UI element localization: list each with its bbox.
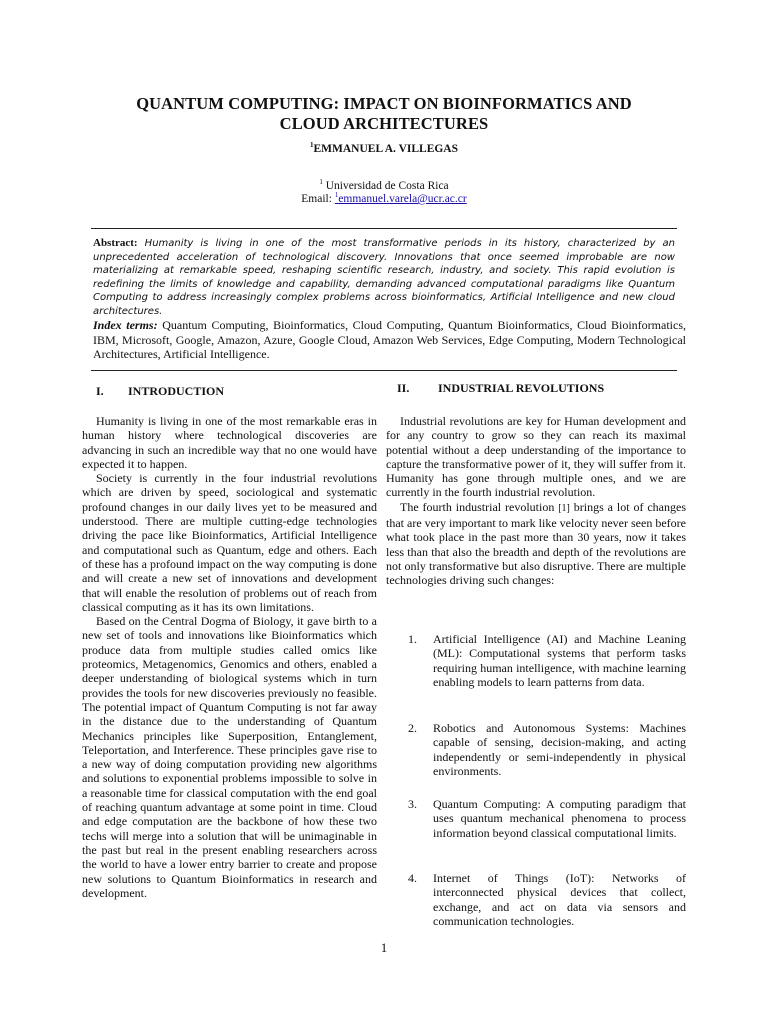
list-item-text: Robotics and Autonomous Systems: Machines capable of sensing, decision-making, and acting independently or semi-independently in physical environments.: [433, 721, 686, 778]
title-line-1: QUANTUM COMPUTING: IMPACT ON BIOINFORMATICS AND: [136, 94, 632, 113]
email-line: [80, 193, 688, 205]
email-superscript: 1: [334, 191, 339, 200]
index-terms: [93, 318, 686, 362]
section-1-heading: [96, 384, 224, 399]
author-name: EMMANUEL A. VILLEGAS: [313, 143, 459, 155]
author-superscript: 1: [309, 141, 314, 150]
section-1-number: I.: [96, 384, 104, 398]
section-1-body: [82, 414, 377, 900]
affiliation-superscript: 1: [319, 178, 323, 187]
list-item-number: 2.: [408, 721, 417, 735]
section-1-paragraph: Humanity is living in one of the most remarkable eras in human history where technological discoveries are advancing in such an incredible way that no one would have expected it to happen.: [82, 414, 377, 471]
affiliation-name: Universidad de Costa Rica: [322, 180, 449, 192]
email-address: emmanuel.varela@ucr.ac.cr: [338, 193, 467, 205]
section-2-paragraph-2: [386, 500, 686, 588]
paragraph-2-start: The fourth industrial revolution: [400, 499, 559, 514]
bottom-divider: [91, 370, 677, 371]
section-2-title: INDUSTRIAL REVOLUTIONS: [438, 381, 605, 395]
page-number: 1: [380, 940, 388, 955]
abstract: [93, 237, 675, 318]
citation-link[interactable]: [1]: [558, 502, 570, 514]
affiliation-line: [80, 180, 688, 192]
list-item-text: Artificial Intelligence (AI) and Machine Leaning (ML): Computational systems that perform tasks requiring human intelligence, with machine learning enabling models to learn patterns from data.: [433, 632, 686, 689]
section-1-title: INTRODUCTION: [128, 384, 225, 398]
paper-title: [80, 94, 688, 134]
title-line-2: CLOUD ARCHITECTURES: [279, 114, 489, 133]
email-link[interactable]: [335, 193, 467, 205]
section-2-heading: [397, 381, 604, 396]
abstract-text: Humanity is living in one of the most transformative periods in its history, characterized by an unprecedented acceleration of technological discovery. Innovations that once seemed improbable are now materializing at remarkable speed, reshaping scientific research, industry, and society. This rapid evolution is redefining the limits of knowledge and capability, demanding advanced computational paradigms like Quantum Computing to address increasingly complex problems across bioinformatics, Artificial Intelligence and new cloud architectures.: [93, 238, 675, 317]
list-item-text: Quantum Computing: A computing paradigm that uses quantum mechanical phenomena to process information beyond classical computational limits.: [433, 797, 686, 840]
section-2-number: II.: [397, 381, 410, 395]
list-item-number: 1.: [408, 632, 417, 646]
abstract-label: Abstract:: [93, 237, 138, 249]
paragraph-2-end: brings a lot of changes that are very important to mark like velocity never seen before what took place in the past more than 30 years, now it takes less than that also the breadth and depth of the revolutions are not only transformative but also disruptive. There are multiple technologies driving such changes:: [386, 499, 686, 588]
section-1-paragraph: Based on the Central Dogma of Biology, it gave birth to a new set of tools and innovations like Bioinformatics which produce data from multiple studies called omics like proteomics, Metagenomics, Genomics and others, enabled a deeper understanding of biological systems which in turn provides the tools for new discoveries previously no feasible. The potential impact of Quantum Computing is not far away in the distance due to the understanding of Quantum Mechanics principles like Superposition, Entanglement, Teleportation, and Interference. These principles gave rise to a new way of doing computation providing new algorithms and solutions to exponential problems impossible to solve in a reasonable time for classical computation with the end goal of reaching quantum advantage at some point in time. Cloud and edge computation are the backbone of how these two techs will merge into a solution that will be unimaginable in the past but real in the present enabling researchers across the world to have a lower entry barrier to create and propose new solutions to Quantum Bioinformatics in research and development.: [82, 614, 377, 900]
list-item-text: Internet of Things (IoT): Networks of interconnected physical devices that collect, exchange, and act on data via sensors and communication technologies.: [433, 871, 686, 928]
section-2-body: [386, 414, 686, 588]
section-2-paragraph-1: Industrial revolutions are key for Human development and for any country to grow so they can reach its maximal potential without a deep understanding of the importance to capture the transformative power of it, they will suffer from it. Humanity has gone through multiple ones, and we are currently in the fourth industrial revolution.: [386, 414, 686, 500]
list-item-number: 4.: [408, 871, 417, 885]
list-item-number: 3.: [408, 797, 417, 811]
index-terms-label: Index terms:: [93, 318, 158, 332]
author-line: [80, 143, 688, 155]
section-1-paragraph: Society is currently in the four industrial revolutions which are driven by speed, sociological and systematic profound changes in our daily lives yet to be measured and understood. There are multiple cutting-edge technologies driving the pace like Bioinformatics, Artificial Intelligence and computational such as Quantum, edge and others. Each of these has a profound impact on the way computing is done and will create a new set of innovations and development that will enable the resolution of problems out of reach from classical computing as it has its own limitations.: [82, 471, 377, 614]
top-divider: [91, 228, 677, 229]
email-label: Email:: [301, 193, 335, 205]
index-terms-text: Quantum Computing, Bioinformatics, Cloud Computing, Quantum Bioinformatics, Cloud Bioinformatics, IBM, Microsoft, Google, Amazon, Azure, Google Cloud, Amazon Web Services, Edge Computing, Modern Technological Architectures, Artificial Intelligence.: [93, 318, 686, 361]
